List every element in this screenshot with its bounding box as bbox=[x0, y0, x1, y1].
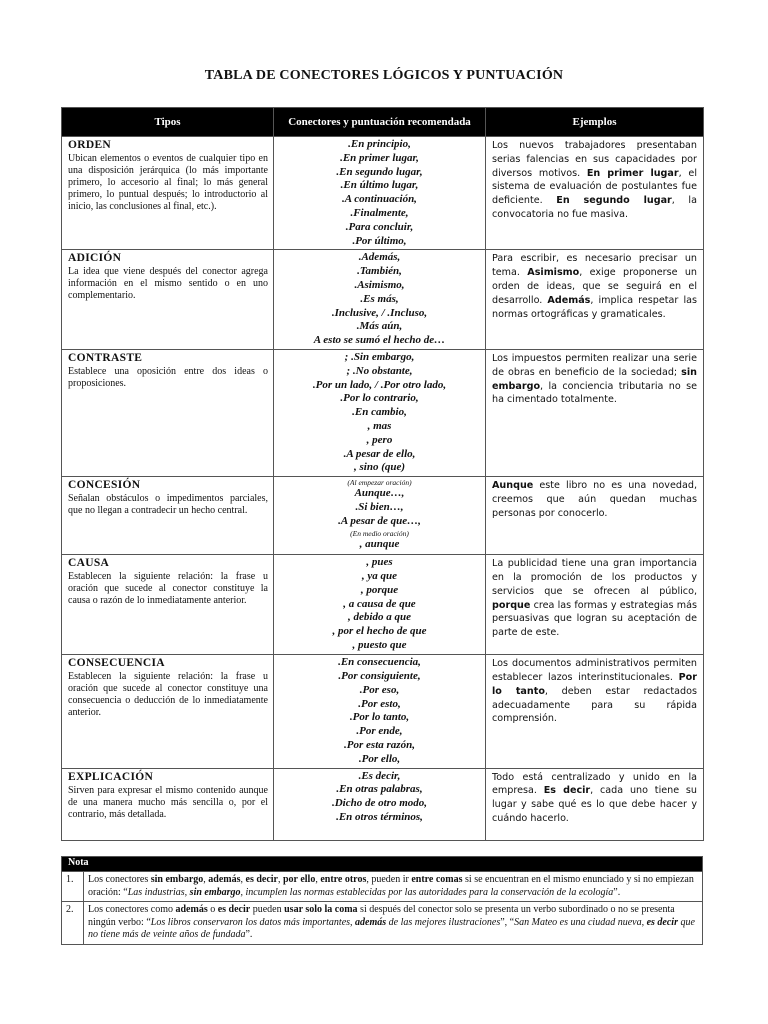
connector-item: , puesto que bbox=[352, 638, 407, 651]
header-tipos: Tipos bbox=[62, 108, 274, 137]
connectors-cell bbox=[274, 137, 486, 250]
tipo-cell bbox=[62, 768, 274, 840]
table-row bbox=[62, 768, 704, 840]
connector-item: , debido a que bbox=[348, 611, 411, 624]
tipo-name: ORDEN bbox=[68, 139, 112, 151]
example-cell: La publicidad tiene una gran importancia en la promoción de los productos y servicios que se ofrecen al público, porque crea las formas y estrategias más persuasivas que logran su aceptación de parte de este. bbox=[486, 555, 704, 655]
page-title: TABLA DE CONECTORES LÓGICOS Y PUNTUACIÓN bbox=[204, 68, 564, 83]
nota-text: Los conectores sin embargo, además, es decir, por ello, entre otros, pueden ir entre comas si se encuentran en el mismo enunciado y si no empiezan oración: “Las industrias, sin embargo, incumplen las normas establecidas por las autoridades para la conservación de la ecología”. bbox=[84, 872, 703, 902]
connector-item: .También, bbox=[357, 265, 402, 278]
table-row bbox=[62, 250, 704, 350]
tipo-name: CONCESIÓN bbox=[68, 479, 141, 492]
connector-item: .En primer lugar, bbox=[340, 151, 419, 164]
nota-item bbox=[62, 902, 703, 945]
example-cell: Todo está centralizado y unido en la empresa. Es decir, cada uno tiene su lugar y sabe qué es lo que debe hacer y cuándo hacerlo. bbox=[486, 768, 704, 840]
table-header-row bbox=[62, 108, 704, 137]
connector-item: .Es decir, bbox=[358, 769, 401, 782]
nota-body bbox=[62, 872, 703, 945]
connector-item: , porque bbox=[360, 583, 399, 596]
connector-item: .En último lugar, bbox=[340, 179, 419, 192]
connector-item: .En otros términos, bbox=[336, 810, 423, 823]
tipo-cell bbox=[62, 349, 274, 476]
connector-item: .A pesar de ello, bbox=[343, 447, 416, 460]
table-row bbox=[62, 555, 704, 655]
connector-item: .Inclusive, / .Incluso, bbox=[331, 306, 428, 319]
connectors-cell bbox=[274, 768, 486, 840]
connector-item: .Por lo contrario, bbox=[340, 392, 419, 405]
connector-item: , pero bbox=[366, 433, 393, 446]
connector-item: .Por consiguiente, bbox=[338, 669, 421, 682]
nota-table bbox=[61, 856, 703, 945]
tipo-description: Establecen la siguiente relación: la frase u oración que sucede al conector constituye una consecuencia o deducción de lo inmediatamente anterior. bbox=[68, 671, 268, 719]
connectors-table bbox=[61, 107, 704, 841]
nota-title: Nota bbox=[62, 857, 703, 872]
nota-text: Los conectores como además o es decir pueden usar solo la coma si después del conector solo se presenta un verbo subordinado o no se presenta ningún verbo: “Los libros conservaron los datos más importantes, además de las mejores ilustraciones”, “San Mateo es una ciudad nueva, es decir que no tiene más de veinte años de fundada”. bbox=[84, 902, 703, 945]
connector-item: .Por ende, bbox=[356, 725, 403, 738]
nota-item bbox=[62, 872, 703, 902]
tipo-cell bbox=[62, 137, 274, 250]
example-cell: Los documentos administrativos permiten establecer lazos interinstitucionales. Por lo tanto, deben estar redactados adecuadamente para su rápida comprensión. bbox=[486, 655, 704, 768]
connector-item: .Más aún, bbox=[356, 320, 403, 333]
connector-item: , sino (que) bbox=[353, 461, 406, 474]
connector-item: .Por un lado, / .Por otro lado, bbox=[312, 378, 447, 391]
tipo-cell bbox=[62, 655, 274, 768]
tipo-description: Establecen la siguiente relación: la frase u oración que sucede al conector constituye la causa o razón de lo inmediatamente anterior. bbox=[68, 571, 268, 607]
connector-item: .Dicho de otro modo, bbox=[331, 797, 428, 810]
table-body bbox=[62, 137, 704, 841]
tipo-cell bbox=[62, 555, 274, 655]
connector-note: (Al empezar oración) bbox=[347, 478, 412, 488]
connector-item: .Para concluir, bbox=[345, 220, 414, 233]
connector-item: .Por ello, bbox=[358, 752, 401, 765]
table-row bbox=[62, 349, 704, 476]
connector-item: .Por eso, bbox=[359, 683, 400, 696]
connector-item: .En consecuencia, bbox=[338, 656, 421, 669]
tipo-description: Señalan obstáculos o impedimentos parciales, que no llegan a contradecir un hecho central. bbox=[68, 493, 268, 517]
tipo-cell bbox=[62, 477, 274, 555]
header-conectores: Conectores y puntuación recomendada bbox=[274, 108, 486, 137]
connector-item: A esto se sumó el hecho de… bbox=[313, 334, 446, 347]
connector-item: .Por esta razón, bbox=[344, 738, 415, 751]
example-cell: Para escribir, es necesario precisar un tema. Asimismo, exige proponerse un orden de ideas, que se seguirá en el desarrollo. Además, implica respetar las normas ortográficas y gramaticales. bbox=[486, 250, 704, 350]
tipo-name: CONSECUENCIA bbox=[68, 657, 165, 670]
nota-number: 2. bbox=[62, 902, 84, 945]
header-ejemplos: Ejemplos bbox=[486, 108, 704, 137]
connectors-cell bbox=[274, 349, 486, 476]
nota-number: 1. bbox=[62, 872, 84, 902]
connector-item: .A continuación, bbox=[342, 193, 417, 206]
table-row bbox=[62, 137, 704, 250]
connector-item: .En principio, bbox=[348, 138, 411, 150]
connectors-cell bbox=[274, 555, 486, 655]
connector-item: .Es más, bbox=[360, 292, 399, 305]
connector-item: , mas bbox=[367, 419, 392, 432]
connector-item: .Además, bbox=[358, 251, 401, 264]
example-cell: Aunque este libro no es una novedad, creemos que aún quedan muchas personas por conocerlo. bbox=[486, 477, 704, 555]
connector-item: ; .Sin embargo, bbox=[344, 350, 415, 363]
tipo-description: Ubican elementos o eventos de cualquier tipo en una disposición jerárquica (lo más importante primero, lo accesorio al final; lo más general primero, lo puntual después; lo introductorio al inicio, las conclusiones al final, etc.). bbox=[68, 153, 268, 212]
connector-item: .Asimismo, bbox=[354, 278, 405, 291]
connector-item: , pues bbox=[366, 556, 393, 569]
tipo-description: La idea que viene después del conector agrega información en el mismo sentido o en uno complementario. bbox=[68, 266, 268, 302]
connector-item: .Por último, bbox=[352, 234, 407, 247]
tipo-name: CAUSA bbox=[68, 557, 110, 570]
connector-item: .Por lo tanto, bbox=[349, 711, 410, 724]
connector-note: (En medio oración) bbox=[350, 528, 409, 538]
table-row bbox=[62, 655, 704, 768]
example-cell: Los nuevos trabajadores presentaban serias falencias en sus capacidades por diversos motivos. En primer lugar, el sistema de evaluación de postulantes fue deficiente. En segundo lugar, la convocatoria no fue masiva. bbox=[486, 137, 704, 250]
connector-item: .En cambio, bbox=[352, 406, 407, 419]
connectors-cell bbox=[274, 655, 486, 768]
connector-item: .Por esto, bbox=[358, 697, 401, 710]
connector-item: , ya que bbox=[361, 569, 398, 582]
connectors-cell bbox=[274, 477, 486, 555]
connector-item: Aunque…, bbox=[354, 487, 405, 500]
table-row bbox=[62, 477, 704, 555]
tipo-name: CONTRASTE bbox=[68, 351, 143, 364]
tipo-description: Sirven para expresar el mismo contenido aunque de una manera mucho más sencilla o, por el contrario, más detallada. bbox=[68, 784, 268, 820]
connector-item: ; .No obstante, bbox=[346, 364, 413, 377]
connector-item: , aunque bbox=[359, 537, 400, 550]
connector-item: .Si bien…, bbox=[355, 500, 404, 513]
connector-item: , a causa de que bbox=[343, 597, 416, 610]
connector-item: .En otras palabras, bbox=[336, 783, 423, 796]
connector-item: , por el hecho de que bbox=[332, 625, 427, 638]
connector-item: .Finalmente, bbox=[350, 206, 409, 219]
tipo-name: EXPLICACIÓN bbox=[68, 770, 154, 783]
example-cell: Los impuestos permiten realizar una serie de obras en beneficio de la sociedad; sin embargo, la conciencia tributaria no se ha cimentado totalmente. bbox=[486, 349, 704, 476]
tipo-description: Establece una oposición entre dos ideas o proposiciones. bbox=[68, 365, 268, 389]
tipo-cell bbox=[62, 250, 274, 350]
connectors-cell bbox=[274, 250, 486, 350]
tipo-name: ADICIÓN bbox=[68, 252, 122, 265]
connector-item: .A pesar de que…, bbox=[338, 514, 421, 527]
connector-item: .En segundo lugar, bbox=[336, 165, 423, 178]
